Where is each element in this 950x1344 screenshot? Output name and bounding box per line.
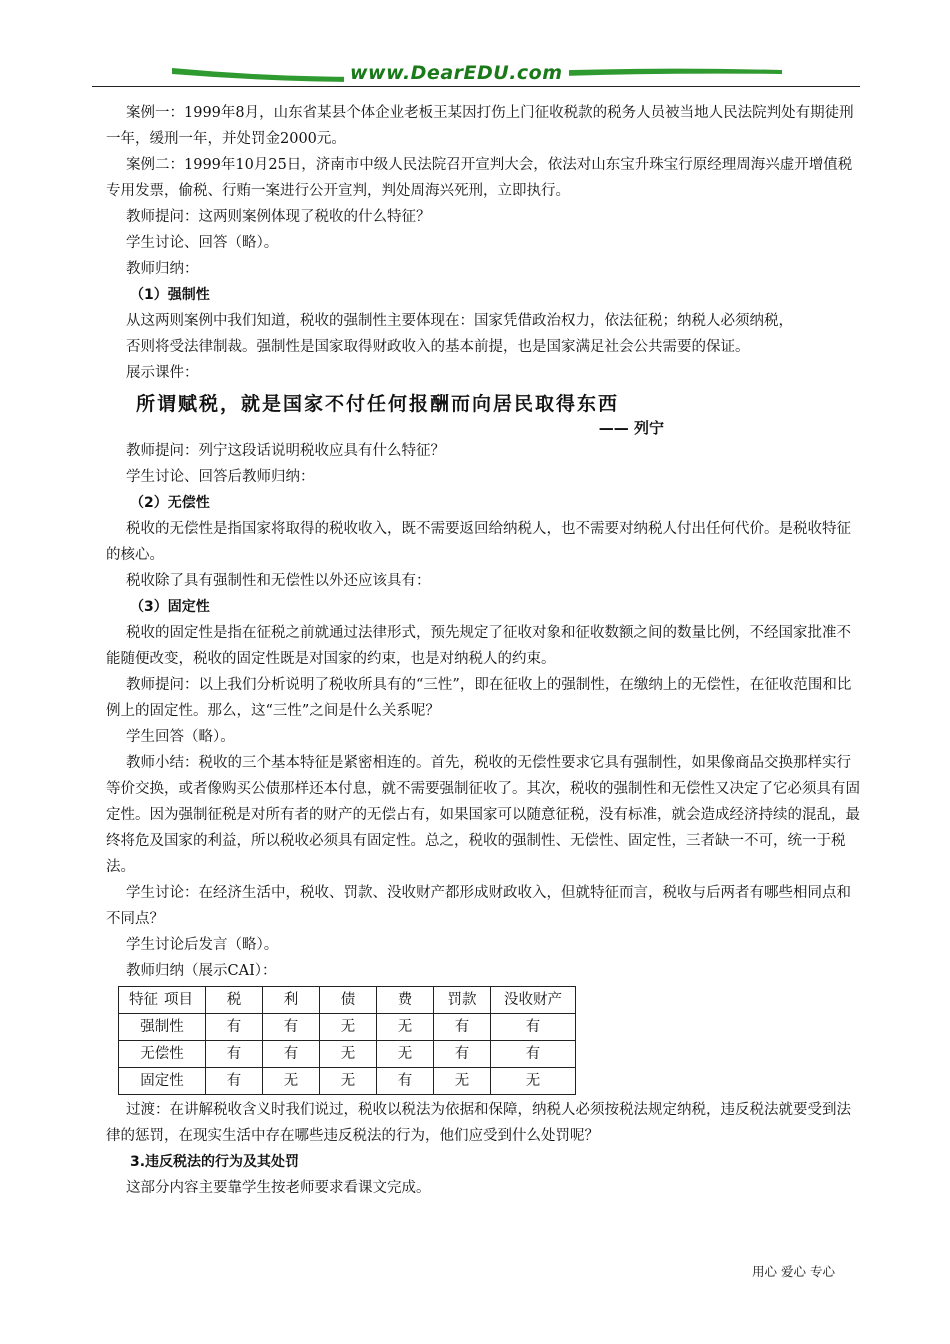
teacher-question-2: 教师提问：列宁这段话说明税收应具有什么特征？ — [126, 443, 445, 459]
table-header-row — [119, 987, 576, 1014]
table-cell: 有 — [434, 1041, 491, 1068]
table-cell: 有 — [263, 1041, 320, 1068]
student-answer-2: 学生讨论、回答后教师归纳： — [126, 469, 315, 485]
table-cell: 无 — [320, 1014, 377, 1041]
table-cell: 有 — [491, 1041, 576, 1068]
table-cell: 无 — [320, 1068, 377, 1095]
compulsory-paragraph-a: 从这两则案例中我们知道，税收的强制性主要体现在：国家凭借政治权力，依法征税；纳税人必须纳税， — [126, 313, 793, 329]
table-cell: 有 — [206, 1041, 263, 1068]
table-cell: 有 — [377, 1068, 434, 1095]
table-cell: 无 — [377, 1014, 434, 1041]
table-cell: 有 — [263, 1014, 320, 1041]
table-corner-cell — [119, 987, 206, 1014]
corner-bottom-label: 特征 — [129, 992, 158, 1008]
fixed-paragraph: 税收的固定性是指在征税之前就通过法律形式，预先规定了征收对象和征收数额之间的数量比例，不经国家批准不能随便改变，税收的固定性既是对国家的约束，也是对纳税人的约束。 — [106, 625, 851, 667]
row-label: 固定性 — [119, 1068, 206, 1095]
student-discussion: 学生讨论：在经济生活中，税收、罚款、没收财产都形成财政收入，但就特征而言，税收与后两者有哪些相同点和不同点？ — [106, 885, 851, 927]
table-cell: 无 — [434, 1068, 491, 1095]
column-header: 债 — [320, 987, 377, 1014]
column-header: 费 — [377, 987, 434, 1014]
column-header: 没收财产 — [491, 987, 576, 1014]
column-header: 税 — [206, 987, 263, 1014]
page-header — [92, 58, 860, 90]
table-row — [119, 1068, 576, 1095]
heading-violations: 3.违反税法的行为及其处罚 — [130, 1154, 300, 1170]
heading-gratuitous: （2）无偿性 — [130, 495, 210, 511]
column-header: 罚款 — [434, 987, 491, 1014]
case-two-paragraph: 案例二：1999年10月25日，济南市中级人民法院召开宣判大会，依法对山东宝升珠宝行原经理周海兴虚开增值税专用发票，偷税、行贿一案进行公开宣判，判处周海兴死刑，立即执行。 — [106, 157, 853, 199]
table-row — [119, 1041, 576, 1068]
header-divider — [92, 86, 860, 87]
table-cell: 无 — [263, 1068, 320, 1095]
transition-paragraph: 过渡：在讲解税收含义时我们说过，税收以税法为依据和保障，纳税人必须按税法规定纳税，违反税法就要受到法律的惩罚，在现实生活中存在哪些违反税法的行为，他们应受到什么处罚呢？ — [106, 1102, 851, 1144]
case-one-paragraph: 案例一：1999年8月，山东省某县个体企业老板王某因打伤上门征收税款的税务人员被当地人民法院判处有期徒刑一年，缓刑一年，并处罚金2000元。 — [106, 105, 854, 147]
row-label: 无偿性 — [119, 1041, 206, 1068]
quote-author: —— 列宁 — [598, 419, 664, 437]
show-courseware: 展示课件： — [126, 365, 199, 381]
teacher-summary-2: 教师归纳（展示CAI）： — [126, 963, 277, 979]
lenin-quote: 所谓赋税，就是国家不付任何报酬而向居民取得东西 — [136, 393, 620, 415]
heading-compulsory: （1）强制性 — [130, 287, 210, 303]
table-cell: 有 — [491, 1014, 576, 1041]
table-cell: 有 — [206, 1014, 263, 1041]
row-label: 强制性 — [119, 1014, 206, 1041]
compulsory-paragraph-b: 否则将受法律制裁。强制性是国家取得财政收入的基本前提，也是国家满足社会公共需要的保证。 — [126, 339, 750, 355]
student-answer-1: 学生讨论、回答（略）。 — [126, 235, 279, 251]
teacher-question-3: 教师提问：以上我们分析说明了税收所具有的“三性”，即在征收上的强制性，在缴纳上的无偿性，在征收范围和比例上的固定性。那么，这“三性”之间是什么关系呢？ — [106, 677, 852, 719]
page-footer: 用心 爱心 专心 — [752, 1264, 835, 1279]
table-cell: 有 — [206, 1068, 263, 1095]
teacher-summary-paragraph: 教师小结：税收的三个基本特征是紧密相连的。首先，税收的无偿性要求它具有强制性，如果像商品交换那样实行等价交换，或者像购买公债那样还本付息，就不需要强制征收了。其次，税收的强制性和无偿性又决定了它必须具有固定性。因为强制征税是对所有者的财产的无偿占有，如果国家可以随意征税，没有标准，就会造成经济持续的混乱，最终将危及国家的利益，所以税收必须具有固定性。总之，税收的强制性、无偿性、固定性，三者缺一不可，统一于税法。 — [106, 755, 860, 875]
comparison-table — [118, 986, 576, 1095]
table-cell: 无 — [491, 1068, 576, 1095]
teacher-summary-1: 教师归纳： — [126, 261, 199, 277]
student-answer-3: 学生回答（略）。 — [126, 729, 235, 745]
besides-paragraph: 税收除了具有强制性和无偿性以外还应该具有： — [126, 573, 431, 589]
gratuitous-paragraph: 税收的无偿性是指国家将取得的税收收入，既不需要返回给纳税人，也不需要对纳税人付出任何代价。是税收特征的核心。 — [106, 521, 851, 563]
table-cell: 无 — [320, 1041, 377, 1068]
closing-paragraph: 这部分内容主要靠学生按老师要求看课文完成。 — [126, 1180, 431, 1196]
column-header: 利 — [263, 987, 320, 1014]
table-cell: 无 — [377, 1041, 434, 1068]
site-logo-text: www.DearEDU.com — [344, 62, 569, 84]
table-cell: 有 — [434, 1014, 491, 1041]
corner-top-label: 项目 — [164, 992, 193, 1008]
heading-fixed: （3）固定性 — [130, 599, 210, 615]
document-body — [106, 100, 864, 1201]
table-row — [119, 1014, 576, 1041]
teacher-question-1: 教师提问：这两则案例体现了税收的什么特征？ — [126, 209, 431, 225]
student-answer-4: 学生讨论后发言（略）。 — [126, 937, 279, 953]
